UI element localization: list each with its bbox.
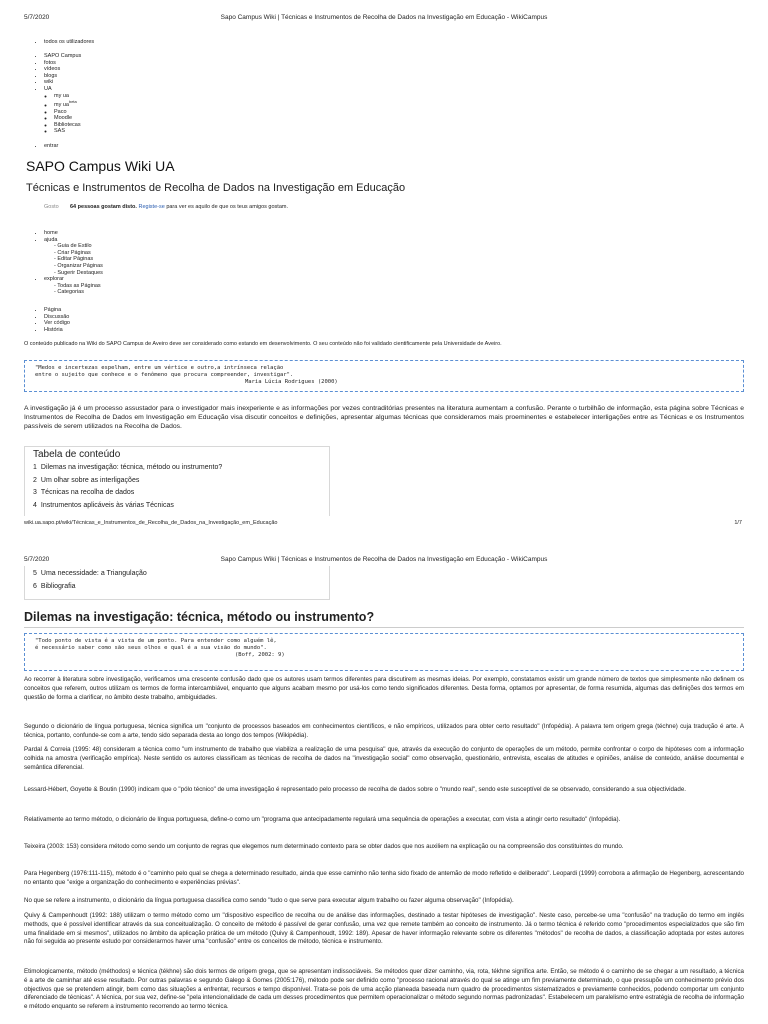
footer-page-number: 1/7 (734, 520, 742, 526)
body-paragraph: Etimologicamente, método (méthodos) e técnica (tékhne) são dois termos de origem grega, que se apresentam indissociáveis. Se métodos quer dizer caminho, via, rota, tékhne significa arte. Então, se método é o caminho de se chegar a um resultado, a técnica é a arte de caminhar até esse resultado. Por outras palavras e segundo Galego & Gomes (2005:176), método pode ser definido como "processo racional através do qual se atinge um fim previamente determinado, o que pressupõe um conhecimento prévio dos objectivos que se pretendem atingir, bem como das situações a enfrentar, recursos e tempo disponível. Trata-se pois de uma acção planeada baseada num quadro de procedimentos sistematizados e previamente conhecidos, podendo comportar um conjunto diferenciado de técnicas". A técnica, por sua vez, define-se "pela intencionalidade de cada um desses procedimentos que permitem operacionalizar o método segundo normas padronizadas". Estabelecem um paralelismo entre estratégia de recolha de informação e método enquanto se referem a instrumento recorrendo ao termo técnica. (24, 968, 744, 1011)
services-nav (34, 53, 81, 135)
menu-categories[interactable]: - Categorias (54, 289, 84, 296)
menu-home[interactable]: • home (44, 230, 103, 237)
menu-style-guide[interactable]: - Guia de Estilo (54, 243, 92, 250)
intro-paragraph: A investigação já é um processo assustador para o investigador mais inexperiente e as informações por vezes contraditórias presentes na literatura aumentam a confusão. Perante o turbilhão de informação, esta página sobre Técnicas e Instrumentos de Recolha de Dados em Investigação em Educação visa discutir conceitos e definições, apresentar algumas técnicas que consideramos mais proeminentes e estabelecer interligações entre as Técnicas e os Instrumentos passíveis de serem utilizados na Recolha de Dados. (24, 405, 744, 430)
table-of-contents-continued (24, 566, 330, 600)
body-paragraph: No que se refere a instrumento, o dicionário da língua portuguesa classifica como sendo "tudo o que serve para executar algum trabalho ou fazer alguma observação" (Infopédia). (24, 897, 514, 904)
nav-fotos[interactable]: • fotos (44, 60, 81, 67)
action-discussion[interactable]: • Discussão (44, 314, 70, 321)
body-paragraph: Pardal & Correia (1995: 48) consideram a técnica como "um instrumento de trabalho que viabiliza a realização de uma pesquisa" que, através da execução do conjunto de operações de um método, permite confrontar o corpo de hipóteses com a informação colhida na amostra (verificação empírica). Neste sentido os autores classificam as técnicas de recolha de dados na "investigação social" como observação, questionário, entrevista, escalas de atitudes e opiniões, análise de conteúdo, análise documental e semântica diferencial. (24, 746, 744, 771)
quote-line: é necessário saber como são seus olhos e qual é a sua visão do mundo". (35, 645, 267, 651)
toc-item[interactable]: 5 Uma necessidade: a Triangulação (33, 570, 147, 577)
register-link[interactable]: Registe-se (138, 204, 165, 210)
print-title: Sapo Campus Wiki | Técnicas e Instrumentos de Recolha de Dados na Investigação em Educação - WikiCampus (220, 556, 548, 563)
nav-my-ua-beta[interactable]: ◦ my $ua^{beta}$ (54, 99, 81, 108)
menu-all-pages[interactable]: - Todas as Páginas (54, 282, 101, 289)
nav-enter[interactable]: • entrar (44, 143, 58, 150)
login-nav (34, 143, 58, 150)
nav-sapo-campus[interactable]: • SAPO Campus (44, 53, 81, 60)
toc-item[interactable]: 3 Técnicas na recolha de dados (33, 489, 135, 496)
nav-ua[interactable]: • UA ◦ my ua ◦ my $ua^{beta}$ ◦ Paco ◦ Moodle ◦ Bibliotecas ◦ SAS (44, 86, 81, 135)
page-actions (34, 307, 70, 333)
like-text: 64 pessoas gostam disto. Registe-se para ver es aquilo de que os teus amigos gostam. (70, 204, 288, 210)
epigraph-quote (24, 633, 744, 671)
quote-line: "Todo ponto de vista é a vista de um ponto. Para entender como alguém lê, (35, 638, 277, 644)
top-nav (34, 39, 94, 46)
quote-author: Maria Lúcia Rodrigues (2000) (245, 379, 338, 385)
print-date: 5/7/2020 (24, 14, 50, 21)
body-paragraph: Relativamente ao termo método, o dicionário de língua portuguesa, define-o como um "programa que antecipadamente regulará uma sequência de operações a executar, com vista a atingir certo resultado" (Infopédia). (24, 816, 621, 823)
toc-item[interactable]: 2 Um olhar sobre as interligações (33, 476, 140, 484)
menu-edit-pages[interactable]: - Editar Páginas (54, 256, 94, 263)
action-history[interactable]: • História (44, 327, 70, 334)
toc-item[interactable]: 4 Instrumentos aplicáveis às várias Técnicas (33, 501, 174, 509)
page-title: Técnicas e Instrumentos de Recolha de Dados na Investigação em Educação (26, 182, 406, 194)
heading-divider (24, 627, 744, 628)
print-title: Sapo Campus Wiki | Técnicas e Instrumentos de Recolha de Dados na Investigação em Educação - WikiCampus (220, 14, 548, 21)
footer-url: wiki.ua.sapo.pt/wiki/Técnicas_e_Instrumentos_de_Recolha_de_Dados_na_Investigação_em_Educação (24, 520, 278, 526)
menu-organize-pages[interactable]: - Organizar Páginas (54, 262, 103, 269)
toc-title: Tabela de conteúdo (33, 449, 121, 460)
quote-author: (Boff, 2002: 9) (235, 652, 285, 658)
disclaimer: O conteúdo publicado na Wiki do SAPO Campus de Aveiro deve ser considerado como estando em desenvolvimento. O seu conteúdo não foi validado cientificamente pela Universidade de Aveiro. (24, 341, 502, 347)
body-paragraph: Teixeira (2003: 153) considera método como sendo um conjunto de regras que elegemos num determinado contexto para se obter dados que nos auxiliem na explicação ou na compreensão dos constituintes do mundo. (24, 843, 624, 850)
quote-line: entre o sujeito que conhece e o fenômeno que procura compreender, investigar". (35, 372, 294, 378)
toc-item[interactable]: 6 Bibliografia (33, 582, 76, 590)
menu-create-pages[interactable]: - Criar Páginas (54, 249, 91, 256)
section-heading: Dilemas na investigação: técnica, método ou instrumento? (24, 610, 375, 624)
epigraph-quote (24, 360, 744, 392)
nav-sas[interactable]: ◦ SAS (54, 128, 81, 135)
menu-explore[interactable]: • explorar - Todas as Páginas - Categorias (44, 276, 103, 296)
nav-all-users[interactable]: • todos os utilizadores (44, 39, 94, 46)
toc-item[interactable]: 1 Dilemas na investigação: técnica, método ou instrumento? (33, 464, 223, 471)
table-of-contents (24, 446, 330, 516)
nav-my-ua[interactable]: ◦ my ua (54, 93, 81, 100)
nav-moodle[interactable]: ◦ Moodle (54, 115, 81, 122)
site-title[interactable]: SAPO Campus Wiki UA (26, 158, 175, 174)
nav-videos[interactable]: • vídeos (44, 66, 81, 73)
wiki-menu (34, 230, 103, 296)
menu-suggest-highlights[interactable]: - Sugerir Destaques (54, 269, 103, 276)
nav-paco[interactable]: ◦ Paco (54, 109, 81, 116)
like-button[interactable]: Gosto (44, 204, 59, 210)
menu-help[interactable]: • ajuda - Guia de Estilo - Criar Páginas - Editar Páginas - Organizar Páginas - Sugerir Destaques (44, 237, 103, 277)
nav-wiki[interactable]: • wiki (44, 79, 81, 86)
body-paragraph: Segundo o dicionário de língua portuguesa, técnica significa um "conjunto de processos baseados em conhecimentos científicos, e não empíricos, utilizados para obter certo resultado" (Infopédia). A palavra tem origem grega (téchne) cuja tradução é arte. A técnica, portanto, confunde-se com a arte, tendo sido separada desta ao longo dos tempos (Wikipédia). (24, 723, 744, 739)
body-paragraph: Para Hegenberg (1976:111-115), método é o "caminho pelo qual se chega a determinado resultado, ainda que esse caminho não tenha sido fixado de antemão de modo refletido e deliberado". Leopardi (1999) corrobora a afirmação de Hegenberg, acrescentando no entanto que "exige a organização do conhecimento e experiências prévias". (24, 870, 744, 886)
nav-blogs[interactable]: • blogs (44, 73, 81, 80)
body-paragraph: Quivy & Campenhoudt (1992: 188) utilizam o termo método como um "dispositivo específico de recolha ou de análise das informações, destinado a testar hipóteses de investigação". Neste caso, percebe-se uma "confusão" na tradução do termo em inglês methods, que é possível identificar através da sua conceitualização. O conceito de método é passível de gerar confusão, uma vez que remete também ao conceito de instrumento. Já o termo técnica é referido como "procedimentos especializados que são fim uma finalidade em si mesmos", utilizados no âmbito da aplicação prática de um método (Quivy & Campenhoudt, 1992: 189). Apesar de haver informação relevante sobre os diferentes "métodos" de recolha de dados, a classificação adoptada por estes autores não foi seguida ao presente estudo por considerarmos haver uma "confusão" entre os conceitos de método, técnica e instrumento. (24, 912, 744, 946)
action-page[interactable]: • Página (44, 307, 70, 314)
body-paragraph: Lessard-Hébert, Goyette & Boutin (1990) indicam que o "pólo técnico" de uma investigação é representado pelo processo de recolha de dados sobre o "mundo real", sendo este susceptível de se observado, considerando a sua objectividade. (24, 786, 686, 793)
nav-bibliotecas[interactable]: ◦ Bibliotecas (54, 122, 81, 129)
quote-line: "Medos e incertezas espelham, entre um vértice e outro,a intrínseca relação (35, 365, 284, 371)
action-view-source[interactable]: • Ver código (44, 320, 70, 327)
print-date: 5/7/2020 (24, 556, 50, 563)
body-paragraph: Ao recorrer à literatura sobre investigação, verificamos uma crescente confusão dado que os autores usam termos diferentes para discutirem as mesmas ideias. Por exemplo, constatamos existir um grande número de textos que simplesmente não definem os conceitos que referem, outros utilizam os termos de forma intercambiável, enquanto que alguns acabam mesmo por usá-los como tendo significados diferentes. Desta forma, optamos por apresentar, de forma resumida, algumas das definições dos termos em questão de forma a clarificar, no âmbito deste trabalho, ambiguidades. (24, 676, 744, 701)
